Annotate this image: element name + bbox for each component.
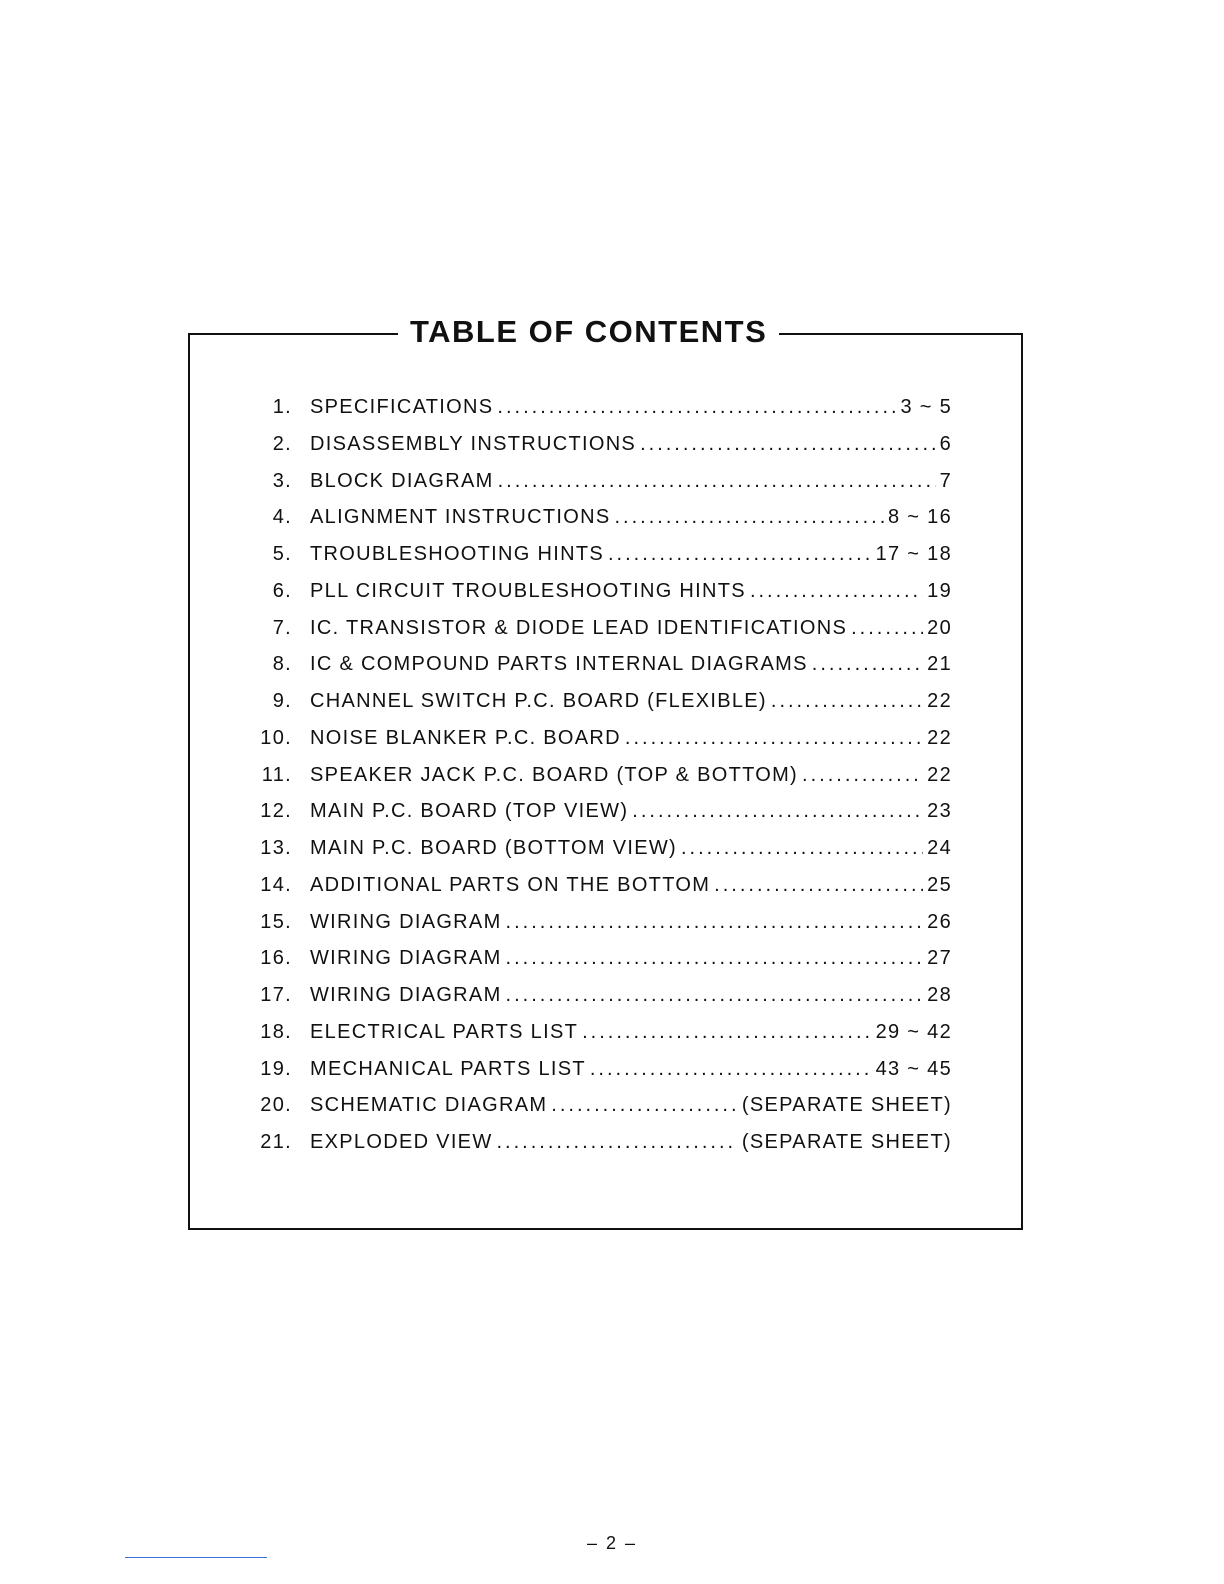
toc-entry-label: WIRING DIAGRAM: [310, 910, 502, 933]
dot-leader: [590, 1058, 872, 1081]
toc-entry-number: 12.: [260, 800, 292, 823]
toc-entry-label: MAIN P.C. BOARD (BOTTOM VIEW): [310, 837, 677, 859]
toc-entry: [250, 800, 952, 837]
dot-leader: [625, 727, 923, 750]
dot-leader: [506, 984, 924, 1007]
toc-entry-label: DISASSEMBLY INSTRUCTIONS: [310, 432, 637, 455]
toc-entry: [250, 653, 952, 690]
toc-entry-label: PLL CIRCUIT TROUBLESHOOTING HINTS: [310, 579, 746, 602]
toc-entry: [250, 837, 952, 874]
toc-entry-label: CHANNEL SWITCH P.C. BOARD (FLEXIBLE): [310, 690, 767, 712]
dot-leader: [802, 764, 923, 787]
toc-entry-number: 13.: [260, 837, 292, 859]
toc-entry: [250, 1094, 952, 1131]
toc-entry-number: 11.: [261, 763, 292, 786]
toc-entry-number: 10.: [260, 726, 292, 749]
toc-entry-label: WIRING DIAGRAM: [310, 984, 502, 1006]
toc-entry-page: 23: [927, 800, 952, 823]
toc-entry-page: 28: [927, 984, 952, 1006]
toc-title: TABLE OF CONTENTS: [398, 310, 779, 354]
toc-entry-label: ALIGNMENT INSTRUCTIONS: [310, 506, 611, 529]
toc-entry-page: 25: [927, 873, 952, 896]
toc-entry-number: 6.: [272, 579, 292, 602]
toc-entry: [250, 470, 952, 507]
toc-entry: [250, 506, 952, 543]
toc-entry-label: IC. TRANSISTOR & DIODE LEAD IDENTIFICATIONS: [310, 616, 848, 639]
toc-entry-page: 20: [927, 616, 952, 639]
toc-entry-label: SPEAKER JACK P.C. BOARD (TOP & BOTTOM): [310, 763, 799, 786]
toc-entry-page: 21: [927, 653, 952, 676]
toc-entry: [250, 874, 952, 911]
toc-entry-label: SPECIFICATIONS: [310, 396, 494, 418]
toc-entry-label: ADDITIONAL PARTS ON THE BOTTOM: [310, 873, 711, 896]
toc-entry-label: IC & COMPOUND PARTS INTERNAL DIAGRAMS: [310, 653, 808, 676]
toc-entry-page: 27: [927, 947, 952, 970]
toc-entry: [250, 396, 952, 433]
toc-entry: [250, 727, 952, 764]
toc-entry-page: 43 ~ 45: [875, 1057, 952, 1080]
toc-entry-number: 1.: [272, 396, 292, 418]
toc-entry-number: 7.: [272, 616, 292, 639]
toc-entry-page: 22: [927, 690, 952, 712]
toc-entry: [250, 1021, 952, 1058]
toc-entry-number: 18.: [260, 1020, 292, 1043]
toc-entry-number: 5.: [272, 543, 292, 565]
toc-entry: [250, 617, 952, 654]
dot-leader: [506, 911, 924, 934]
dot-leader: [851, 617, 923, 640]
dot-leader: [812, 653, 923, 676]
dot-leader: [506, 947, 924, 970]
dot-leader: [551, 1094, 738, 1117]
toc-entry-page: 17 ~ 18: [875, 543, 952, 565]
toc-entry-label: WIRING DIAGRAM: [310, 947, 502, 970]
toc-entry: [250, 911, 952, 948]
dot-leader: [608, 543, 872, 566]
toc-entry-page: 3 ~ 5: [900, 396, 952, 418]
toc-entry-number: 8.: [272, 653, 292, 676]
toc-entry: [250, 984, 952, 1021]
dot-leader: [714, 874, 923, 897]
toc-entry-label: ELECTRICAL PARTS LIST: [310, 1020, 579, 1043]
toc-entry-number: 2.: [272, 432, 292, 455]
toc-entry-page: 8 ~ 16: [888, 506, 952, 529]
dot-leader: [498, 470, 936, 493]
dot-leader: [771, 690, 923, 713]
toc-entry-label: MECHANICAL PARTS LIST: [310, 1057, 586, 1080]
toc-list: [250, 396, 952, 1168]
dot-leader: [640, 433, 935, 456]
toc-entry-number: 3.: [272, 469, 292, 492]
toc-entry-number: 21.: [260, 1131, 292, 1153]
toc-entry-label: NOISE BLANKER P.C. BOARD: [310, 726, 621, 749]
toc-entry-number: 4.: [272, 506, 292, 529]
toc-entry-number: 16.: [260, 947, 292, 970]
dot-leader: [497, 1131, 738, 1154]
dot-leader: [582, 1021, 871, 1044]
toc-entry-page: 26: [927, 910, 952, 933]
dot-leader: [632, 800, 923, 823]
toc-entry-page: 22: [927, 726, 952, 749]
toc-entry-label: SCHEMATIC DIAGRAM: [310, 1094, 548, 1117]
footer-rule: [125, 1557, 267, 1558]
toc-entry: [250, 1131, 952, 1168]
dot-leader: [750, 580, 923, 603]
toc-entry-label: MAIN P.C. BOARD (TOP VIEW): [310, 800, 629, 823]
toc-entry-label: EXPLODED VIEW: [310, 1131, 493, 1153]
dot-leader: [497, 396, 896, 419]
toc-entry: [250, 947, 952, 984]
toc-entry-page: 22: [927, 763, 952, 786]
page-number: – 2 –: [586, 1533, 638, 1553]
toc-entry-page: 7: [939, 469, 952, 492]
toc-entry: [250, 580, 952, 617]
toc-entry: [250, 1058, 952, 1095]
dot-leader: [681, 837, 923, 860]
toc-entry-number: 20.: [260, 1094, 292, 1117]
toc-entry-label: BLOCK DIAGRAM: [310, 469, 494, 492]
toc-entry-page: 29 ~ 42: [875, 1020, 952, 1043]
toc-entry-page: 6: [939, 432, 952, 455]
toc-entry: [250, 690, 952, 727]
toc-entry-number: 14.: [260, 873, 292, 896]
toc-entry: [250, 764, 952, 801]
toc-entry-label: TROUBLESHOOTING HINTS: [310, 543, 604, 565]
toc-entry: [250, 543, 952, 580]
dot-leader: [614, 506, 884, 529]
toc-entry-page: 19: [927, 579, 952, 602]
toc-entry-number: 19.: [260, 1057, 292, 1080]
toc-entry-page: (SEPARATE SHEET): [741, 1131, 952, 1153]
toc-entry-page: 24: [927, 837, 952, 859]
toc-entry-number: 9.: [272, 690, 292, 712]
toc-entry-page: (SEPARATE SHEET): [741, 1094, 952, 1117]
toc-entry-number: 15.: [260, 910, 292, 933]
toc-entry-number: 17.: [260, 984, 292, 1006]
toc-entry: [250, 433, 952, 470]
